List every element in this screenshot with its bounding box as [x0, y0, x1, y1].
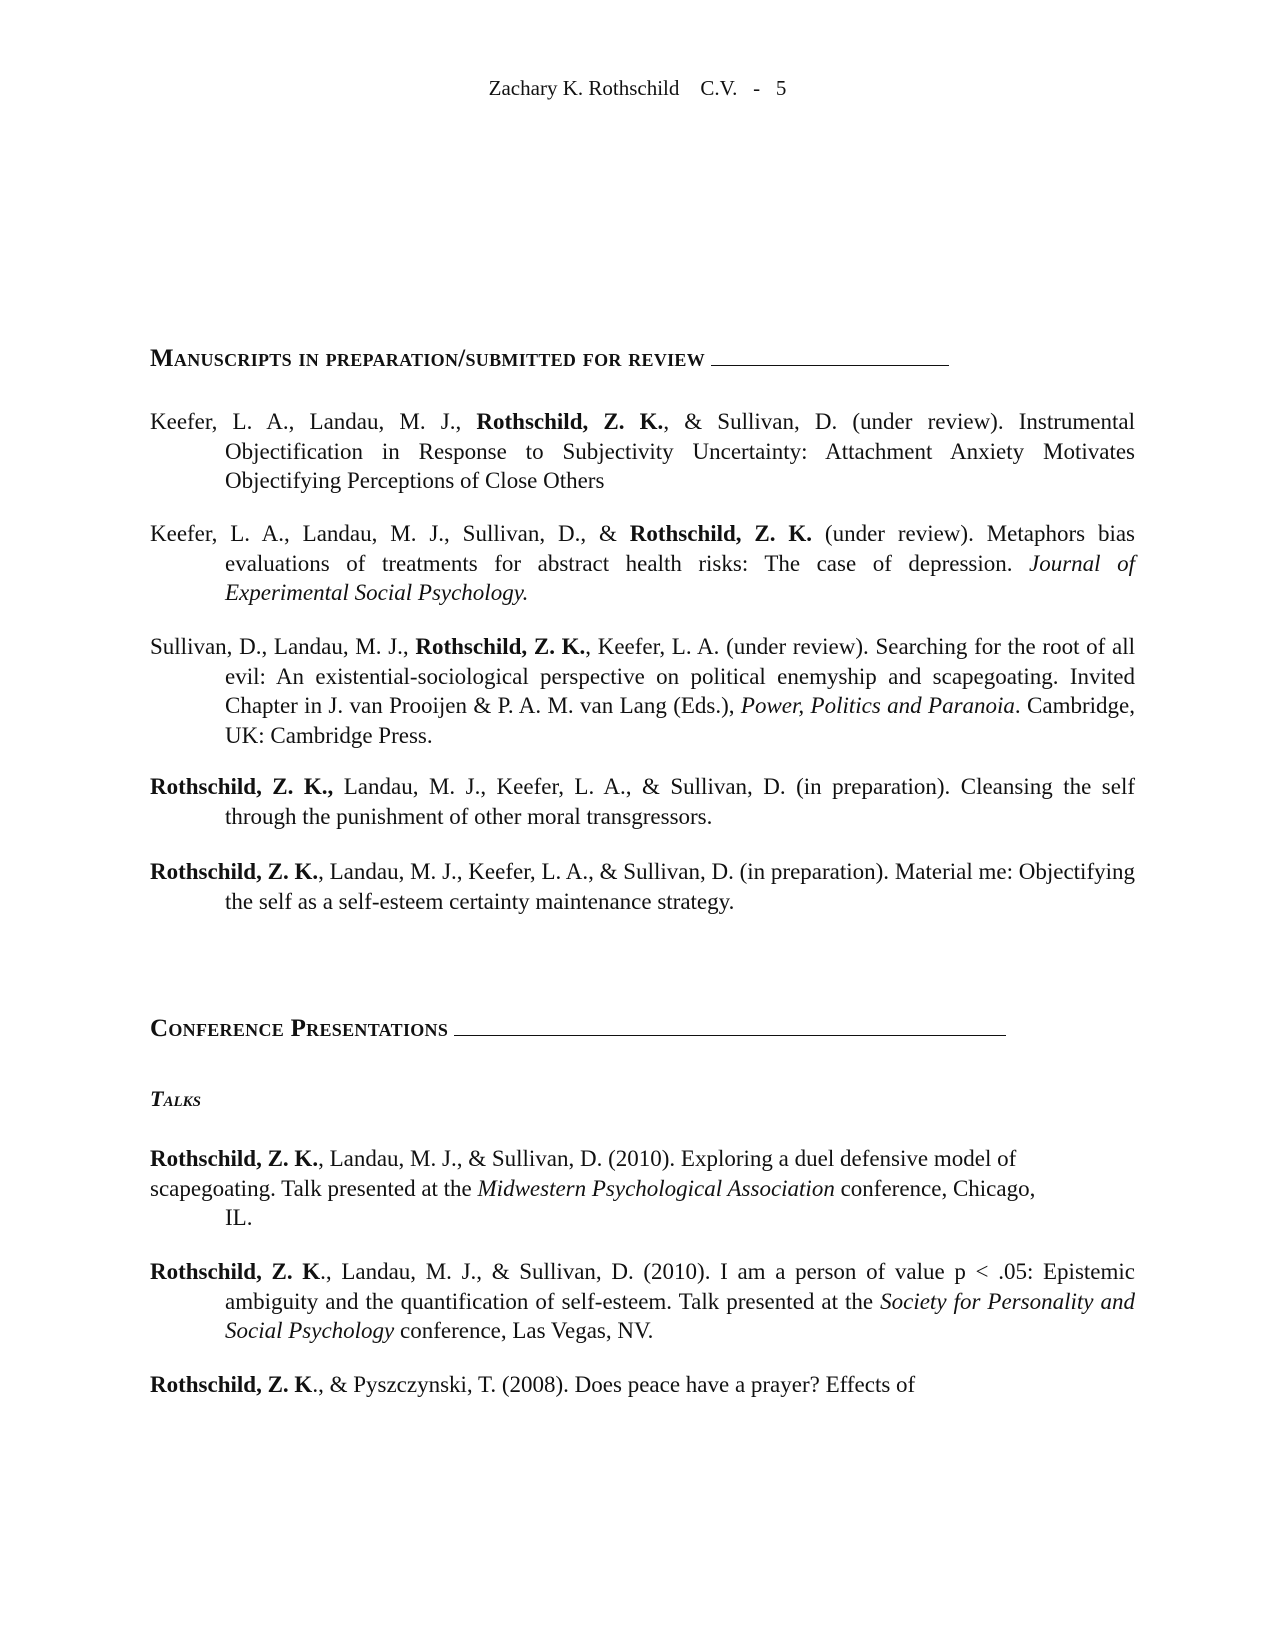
- section-title: Manuscripts in preparation/submitted for review: [150, 345, 706, 372]
- entry-publisher: . Cambridge, UK: Cambridge Press.: [225, 693, 1135, 748]
- entry-text: Landau, M. J., Keefer, L. A., & Sullivan, D. (in preparation). Cleansing the self through the punishment of other moral transgressors.: [225, 774, 1135, 829]
- entry-location: conference, Las Vegas, NV.: [394, 1318, 654, 1343]
- manuscript-entry-2: [150, 519, 1135, 608]
- section-heading-conferences: [150, 1015, 1006, 1043]
- manuscript-entry-1: [150, 407, 1135, 496]
- heading-rule: [454, 1019, 1006, 1036]
- entry-author-highlight: Rothschild, Z. K.: [150, 1146, 319, 1171]
- entry-conference: Midwestern Psychological Association: [477, 1175, 835, 1201]
- entry-text: ., Landau, M. J., & Sullivan, D. (2010). I am a person of value p < .05: Epistemic ambiguity and the quantification of self-esteem. Talk presented at the: [225, 1259, 1135, 1314]
- entry-text: scapegoating. Talk presented at the: [150, 1175, 478, 1201]
- entry-state: IL.: [225, 1205, 253, 1230]
- manuscript-entry-4: [150, 772, 1135, 831]
- entry-author-highlight: Rothschild, Z. K.,: [150, 774, 334, 799]
- entry-author-highlight: Rothschild, Z. K: [150, 1259, 321, 1284]
- entry-author-highlight: Rothschild, Z. K.: [476, 409, 664, 434]
- entry-text: ., & Pyszczynski, T. (2008). Does peace have a prayer? Effects of: [312, 1372, 916, 1397]
- page-header: Zachary K. Rothschild C.V. - 5: [488, 76, 787, 100]
- entry-author-highlight: Rothschild, Z. K: [150, 1372, 313, 1397]
- heading-rule: [711, 349, 949, 366]
- entry-author-highlight: Rothschild, Z. K.: [415, 634, 586, 659]
- subheading-talks: Talks: [150, 1086, 201, 1111]
- entry-text: , Keefer, L. A. (under review). Searching for the root of all evil: An existential-sociological perspective on political enemyship and scapegoating. Invited Chapter in J. van Prooijen & P. A. M. van Lang (Eds.),: [225, 634, 1135, 718]
- entry-conference: Society for Personality and Social Psychology: [225, 1288, 1135, 1343]
- entry-line: [150, 1144, 1135, 1174]
- entry-text: , Landau, M. J., & Sullivan, D. (2010). Exploring a duel defensive model of: [318, 1146, 1017, 1171]
- entry-text: (under review). Metaphors bias evaluations of treatments for abstract health risks: The case of depression.: [225, 521, 1135, 576]
- entry-authors: Keefer, L. A., Landau, M. J.,: [150, 409, 477, 434]
- entry-authors: Sullivan, D., Landau, M. J.,: [150, 634, 416, 659]
- talk-entry-2: [150, 1257, 1135, 1346]
- entry-authors: Keefer, L. A., Landau, M. J., Sullivan, D., &: [150, 521, 630, 546]
- entry-text: , Landau, M. J., Keefer, L. A., & Sullivan, D. (in preparation). Material me: Objectifying the self as a self-esteem certainty maintenance strategy.: [225, 859, 1135, 914]
- entry-journal: Journal of Experimental Social Psychology.: [225, 550, 1135, 605]
- entry-author-highlight: Rothschild, Z. K.: [629, 521, 813, 546]
- entry-author-highlight: Rothschild, Z. K.: [150, 859, 319, 884]
- section-title: Conference Presentations: [150, 1015, 449, 1042]
- talk-entry-1: [150, 1144, 1135, 1233]
- manuscript-entry-5: [150, 857, 1135, 916]
- talk-entry-3: [150, 1370, 1135, 1400]
- manuscript-entry-3: [150, 632, 1135, 750]
- entry-location: conference, Chicago,: [834, 1175, 1036, 1201]
- entry-text: , & Sullivan, D. (under review). Instrumental Objectification in Response to Subjectivity Uncertainty: Attachment Anxiety Motivates Objectifying Perceptions of Close Others: [225, 409, 1135, 493]
- entry-line: [150, 1174, 1135, 1204]
- section-heading-manuscripts: [150, 345, 949, 373]
- entry-book-title: Power, Politics and Paranoia: [740, 693, 1015, 718]
